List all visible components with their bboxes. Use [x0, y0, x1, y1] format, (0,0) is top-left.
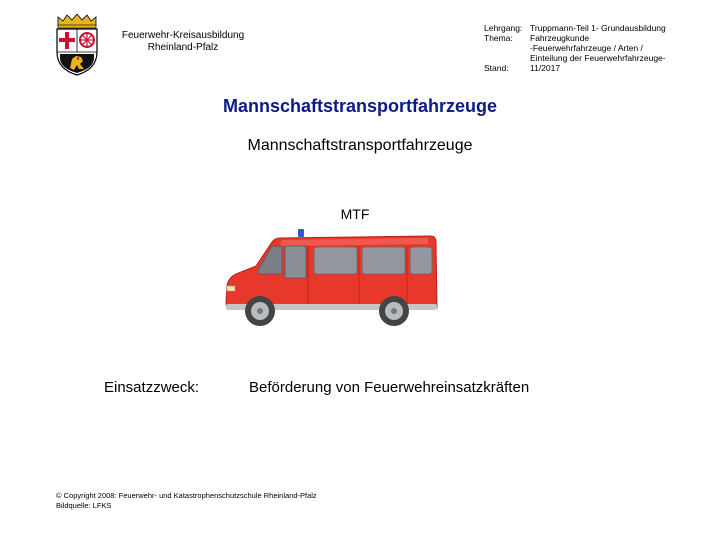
purpose-label: Einsatzzweck:	[104, 379, 200, 396]
page-subtitle: Mannschaftstransportfahrzeuge	[247, 137, 473, 154]
vehicle-code: MTF	[340, 206, 370, 222]
course-label: Lehrgang:	[484, 23, 523, 33]
purpose-value: Beförderung von Feuerwehreinsatzkräften	[249, 379, 530, 396]
page-title: Mannschaftstransportfahrzeuge	[222, 96, 498, 116]
copyright-notice: © Copyright 2008: Feuerwehr- und Katastrophenschutzschule Rheinland-Pfalz	[56, 491, 317, 500]
rheinland-pfalz-coat-of-arms-icon	[52, 14, 102, 76]
date-value: 11/2017	[530, 63, 561, 73]
topic-value-line2: -Feuerwehrfahrzeuge / Arten /	[530, 43, 643, 53]
topic-value-line1: Fahrzeugkunde	[530, 33, 590, 43]
course-value: Truppmann-Teil 1- Grundausbildung	[530, 23, 666, 33]
topic-value-line3: Einteilung der Feuerwehrfahrzeuge-	[530, 53, 666, 63]
image-source: Bildquelle: LFKS	[56, 501, 112, 510]
organization-region: Rheinland-Pfalz	[147, 42, 219, 53]
red-fire-department-van-icon	[222, 228, 442, 333]
organization-name: Feuerwehr-Kreisausbildung	[121, 30, 245, 41]
date-label: Stand:	[484, 63, 509, 73]
topic-label: Thema:	[484, 33, 513, 43]
